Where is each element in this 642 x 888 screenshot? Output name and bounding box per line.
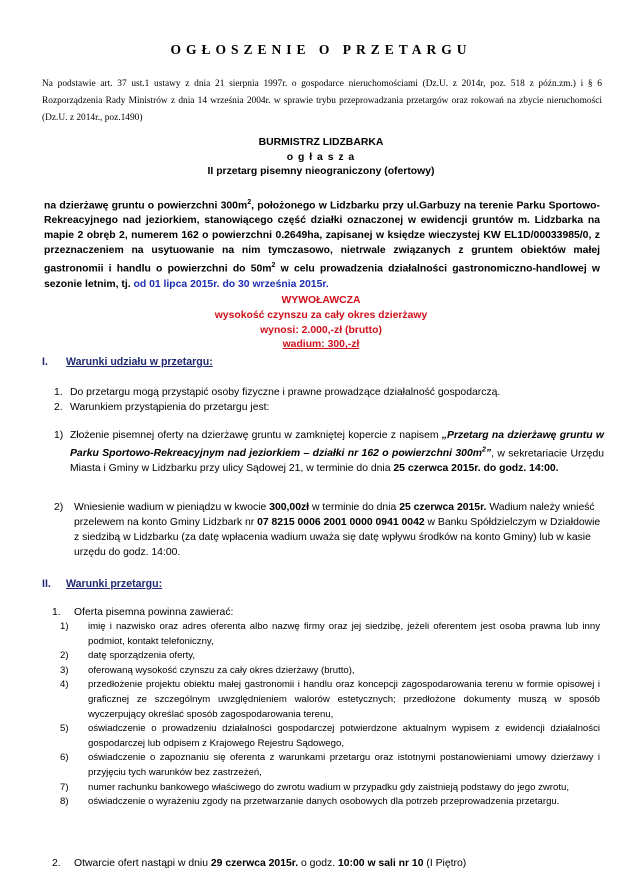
rent-label: wysokość czynszu za cały okres dzierżawy: [214, 309, 428, 321]
mayor-name: BURMISTRZ LIDZBARKA: [258, 137, 384, 148]
intro-sup2: 2: [271, 262, 276, 270]
list-item: 2. Warunkiem przystąpienia do przetargu jest:: [54, 402, 270, 413]
tender-type: II przetarg pisemny nieograniczony (ofertowy): [207, 166, 435, 177]
section1-list: [54, 385, 614, 415]
list-item: 7) numer rachunku bankowego właściwego do zwrotu wadium w przypadku gdy zaistnieją podstawy do jego zwrotu,: [60, 781, 570, 793]
document-title: OGŁOSZENIE O PRZETARGU: [170, 42, 472, 57]
lease-description: [44, 195, 600, 292]
condition-number: 2): [54, 502, 64, 513]
price-heading: WYWOŁAWCZA: [281, 295, 361, 306]
section1-heading: [42, 356, 213, 368]
mayor-block: [0, 136, 642, 180]
section2-item1: 1. Oferta pisemna powinna zawierać:: [52, 607, 234, 618]
list-item: 4) przedłożenie projektu obiektu małej gastronomii i handlu oraz koncepcji zagospodarowania terenu w formie opisowej i graficznej ze szczególnym uwzględnieniem walorów estetycznych; przedłożone dokumenty muszą w sposób wyczerpujący określać sposób zagospodarowania terenu,: [60, 679, 600, 720]
intro-part3: w celu prowadzenia działalności gastronomiczno-handlowej w sezonie letnim, tj.: [44, 263, 600, 290]
announces-text: o g ł a s z a: [286, 151, 356, 163]
list-item: 6) oświadczenie o zapoznaniu się oferenta z warunkami przetargu oraz istotnymi postanowieniami umowy dzierżawy i przyjęciu tych warunków bez zastrzeżeń,: [60, 752, 600, 778]
section1-title: Warunki udziału w przetargu:: [66, 356, 213, 368]
intro-part1: na dzierżawę gruntu o powierzchni 300m: [44, 200, 248, 212]
section1-number: I.: [42, 356, 48, 368]
list-item: 1) imię i nazwisko oraz adres oferenta albo nazwę firmy oraz jej siedzibę, jeżeli oferentem jest osoba prawna lub inny podmiot, kontakt telefoniczny,: [60, 621, 600, 647]
list-item: 1. Do przetargu mogą przystąpić osoby fizyczne i prawne prowadzące działalność gospodarczą.: [54, 387, 501, 398]
legal-basis: Na podstawie art. 37 ust.1 ustawy z dnia 21 sierpnia 1997r. o gospodarce nieruchomościami (Dz.U. z 2014r, poz. 518 z późn.zm.) i § 6 Rozporządzenia Rady Ministrów z dnia 14 września 2004r. w sprawie trybu przeprowadzania przetargów oraz rokowań na zbycie nieruchomości (Dz.U. z 2014r., poz.1490): [42, 79, 602, 123]
section2-number: II.: [42, 578, 51, 590]
list-item: 5) oświadczenie o prowadzeniu działalności gospodarczej potwierdzone aktualnym wypisem z ewidencji działalności gospodarczej lub odpisem z Krajowego Rejestru Sądowego,: [60, 723, 600, 749]
lease-dates: od 01 lipca 2015r. do 30 września 2015r.: [130, 278, 329, 290]
intro-part2: , położonego w Lidzbarku przy ul.Garbuzy na terenie Parku Sportowo-Rekreacyjnego nad jeziorkiem, stanowiącego część działki oznaczonej w ewidencji gruntów m. Lidzbarka na mapie 2 obręb 2, numerem 162 o powierzchni 0.2649ha, zapisanej w księdze wieczystej KW EL1D/00033985/0, z przeznaczeniem na usytuowanie na nim tymczasowo, nietrwale związanych z gruntem obiektów małej gastronomii i handlu o powierzchni do 50m: [44, 200, 600, 275]
condition-offer: 1) Złożenie pisemnej oferty na dzierżawę gruntu w zamkniętej kopercie z napisem „Przetarg na dzierżawę gruntu w Parku Sportowo-Rekreacyjnym nad jeziorkiem – działki nr 162 o powierzchni $300m^2$”, w sekretariacie Urzędu Miasta i Gminy w Lidzbarku przy ulicy Sądowej 21, w terminie do dnia 25 czerwca 2015r. do godz. 14:00.: [54, 430, 605, 475]
list-item: 2) datę sporządzenia oferty,: [60, 650, 196, 662]
price-block: [0, 294, 642, 353]
section2-heading: [42, 578, 162, 590]
condition-number: 1): [54, 430, 64, 441]
offer-contents-list: [60, 620, 600, 810]
list-item: 3) oferowaną wysokość czynszu za cały okres dzierżawy (brutto),: [60, 664, 355, 676]
rent-amount: wynosi: 2.000,-zł (brutto): [260, 324, 382, 336]
intro-sup1: 2: [247, 199, 252, 206]
deposit-amount: wadium: 300,-zł: [282, 339, 360, 351]
condition-deposit: 2) Wniesienie wadium w pieniądzu w kwocie 300,00zł w terminie do dnia 25 czerwca 2015r. Wadium należy wnieść przelewem na konto Gminy Lidzbark nr 07 8215 0006 2001 0000 0941 0042 w Banku Spółdzielczym w Działdowie z siedzibą w Lidzbarku (za datę wpłacenia wadium uważa się datę wpływu środków na konto Gminy) lub w kasie urzędu do godz. 14:00.: [54, 502, 601, 558]
list-item: 8) oświadczenie o wyrażeniu zgody na przetwarzanie danych osobowych dla potrzeb przeprowadzenia przetargu.: [60, 796, 560, 808]
section2-title: Warunki przetargu:: [66, 578, 163, 590]
section2-item2: 2. Otwarcie ofert nastąpi w dniu 29 czerwca 2015r. o godz. 10:00 w sali nr 10 (I Piętro): [52, 858, 467, 869]
